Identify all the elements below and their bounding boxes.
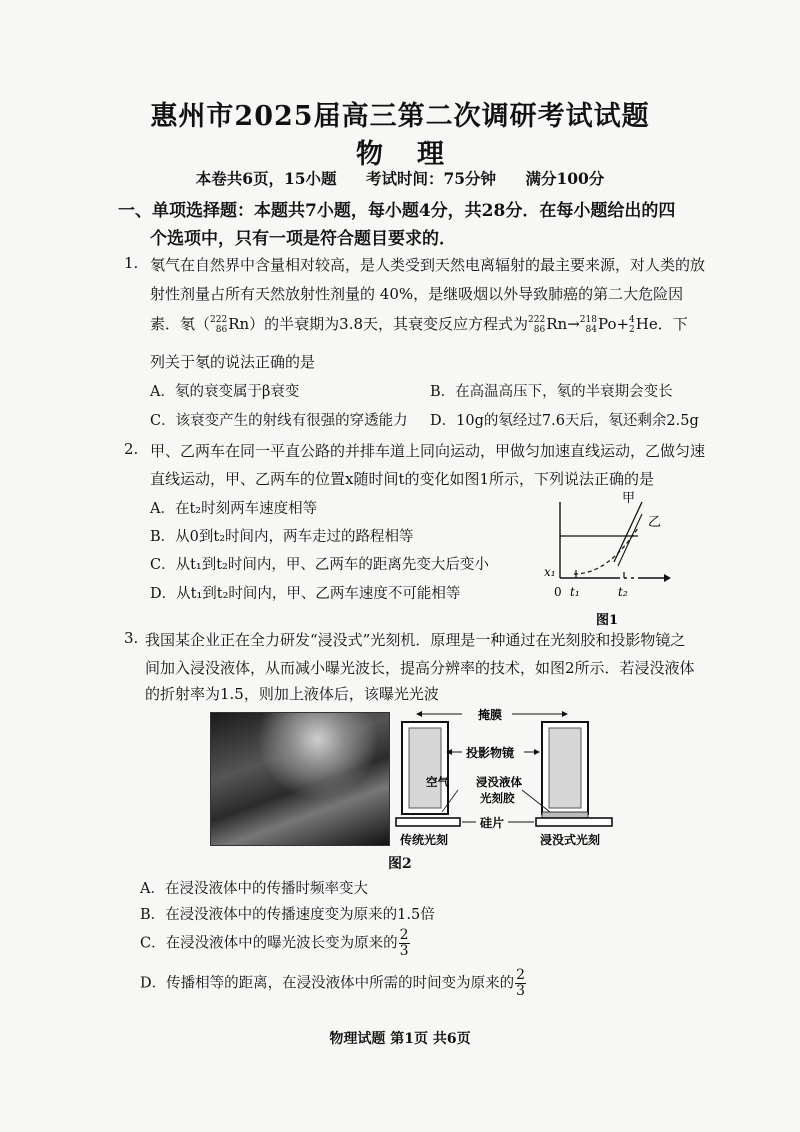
label-air: 空气 [426, 775, 449, 789]
q3-option-c-denominator: 3 [399, 943, 409, 959]
q1-option-d[interactable]: D．10g的氡经过7.6天后，氡还剩余2.5g [430, 413, 699, 429]
q3-option-d-denominator: 3 [516, 983, 526, 999]
q3-option-d-text: D．传播相等的距离，在浸没液体中所需的时间变为原来的 [140, 975, 515, 992]
q2-option-a[interactable]: A．在t₂时刻两车速度相等 [150, 501, 318, 517]
fig1-label-t2: t₂ [618, 585, 628, 599]
q1-option-b[interactable]: B．在高温高压下，氡的半衰期会变长 [430, 384, 673, 400]
label-immersion: 浸没式光刻 [540, 833, 601, 847]
exam-title: 惠州市2025届高三第二次调研考试试题 [150, 101, 650, 132]
po-mass: 218 [579, 315, 597, 325]
rn-mass: 222 [210, 315, 228, 325]
traditional-wafer [396, 818, 460, 826]
q3-line1: 我国某企业正在全力研发“浸没式”光刻机．原理是一种通过在光刻胶和投影物镜之 [145, 631, 686, 649]
figure-2-diagram [392, 700, 622, 852]
q1-option-c[interactable]: C．该衰变产生的射线有很强的穿透能力 [150, 413, 408, 429]
po-symbol: Po+ [597, 315, 630, 333]
he-symbol: He．下 [635, 315, 688, 333]
lithography-photo [210, 712, 390, 846]
q3-number: 3. [124, 629, 139, 647]
q2-option-b[interactable]: B．从0到t₂时间内，两车走过的路程相等 [150, 529, 414, 545]
fig1-label-t1: t₁ [570, 585, 580, 599]
q2-number: 2. [124, 440, 139, 458]
rn-symbol: Rn [228, 315, 250, 333]
q3-option-a[interactable]: A．在浸没液体中的传播时频率变大 [140, 881, 368, 897]
q2-option-d[interactable]: D．从t₁到t₂时间内，甲、乙两车速度不可能相等 [150, 586, 461, 602]
fig1-caption: 图1 [596, 613, 619, 628]
q1-line3-b: ）的半衰期为3.8天，其衰变反应方程式为 [249, 315, 529, 333]
fig1-label-x1: x₁ [544, 565, 556, 579]
rn-mass-2: 222 [528, 315, 546, 325]
q3-option-d[interactable] [140, 968, 527, 999]
q1-line4: 列关于氡的说法正确的是 [150, 353, 316, 371]
meta-time: 考试时间：75分钟 [365, 169, 497, 188]
q2-option-c[interactable]: C．从t₁到t₂时间内，甲、乙两车的距离先变大后变小 [150, 557, 489, 573]
q3-option-d-numerator: 2 [516, 967, 526, 983]
traditional-lens-inner [409, 728, 441, 808]
q2-line1: 甲、乙两车在同一平直公路的并排车道上同向运动，甲做匀加速直线运动，乙做匀速 [150, 442, 706, 460]
mask-arrowhead-right [562, 711, 568, 717]
fig1-label-jia: 甲 [622, 491, 636, 506]
q3-option-c-text: C．在浸没液体中的曝光波长变为原来的 [140, 935, 398, 952]
po-isotope [580, 315, 597, 335]
immersion-lens-inner [549, 728, 581, 808]
page-footer: 物理试题 第1页 共6页 [329, 1031, 471, 1047]
fig1-jia-line [614, 502, 642, 562]
label-traditional: 传统光刻 [400, 833, 449, 847]
rn-z-2: 86 [533, 325, 546, 335]
immersion-liquid-layer [542, 812, 588, 818]
fig1-label-yi: 乙 [648, 515, 662, 530]
label-mask: 掩膜 [478, 708, 503, 722]
meta-pages: 本卷共6页，15小题 [195, 169, 337, 188]
q3-line3: 的折射率为1.5，则加上液体后，该曝光光波 [145, 685, 439, 703]
immersion-wafer [536, 818, 612, 826]
q1-option-a[interactable]: A．氡的衰变属于β衰变 [150, 384, 300, 400]
fig1-yi-slant [618, 514, 642, 566]
q3-option-c[interactable] [140, 928, 411, 959]
q3-line2: 间加入浸没液体，从而减小曝光波长，提高分辨率的技术，如图2所示．若浸没液体 [145, 659, 695, 677]
exam-meta [0, 167, 800, 189]
q3-option-b[interactable]: B．在浸没液体中的传播速度变为原来的1.5倍 [140, 907, 435, 923]
reaction-arrow: → [567, 315, 580, 333]
meta-score: 满分100分 [525, 169, 605, 188]
mask-arrowhead-left [416, 711, 422, 717]
label-wafer: 硅片 [480, 816, 505, 830]
he-mass: 4 [629, 315, 635, 325]
label-resist: 光刻胶 [480, 791, 515, 805]
q3-option-c-numerator: 2 [399, 927, 409, 943]
he-z: 2 [629, 325, 635, 335]
lens-arrowhead-right [534, 749, 540, 755]
fig1-label-origin: 0 [554, 585, 562, 599]
rn-symbol-2: Rn [546, 315, 568, 333]
fig2-caption: 图2 [388, 856, 412, 872]
rn-z: 86 [215, 325, 228, 335]
fig1-t-arrow [664, 574, 671, 582]
q2-line2: 直线运动，甲、乙两车的位置x随时间t的变化如图1所示，下列说法正确的是 [150, 470, 655, 488]
q1-line2: 射性剂量占所有天然放射性剂量的 40%，是继吸烟以外导致肺癌的第二大危险因 [150, 285, 684, 303]
q1-line3 [150, 311, 688, 337]
exam-subject: 物理 [356, 139, 478, 170]
q1-number: 1. [124, 254, 139, 272]
figure-1-graph [538, 488, 678, 628]
q1-line3-a: 素．氡（ [150, 315, 211, 333]
section-heading-line1: 一、单项选择题：本题共7小题，每小题4分，共28分．在每小题给出的四 [118, 201, 676, 221]
section-heading-line2: 个选项中，只有一项是符合题目要求的． [150, 229, 456, 249]
label-liquid: 浸没液体 [476, 775, 522, 789]
label-lens: 投影物镜 [466, 746, 515, 760]
q3-option-c-fraction [399, 928, 410, 959]
fig1-jia-curve [574, 528, 638, 574]
q1-line1: 氡气在自然界中含量相对较高，是人类受到天然电离辐射的最主要来源，对人类的放 [150, 256, 706, 274]
rn-isotope [210, 315, 227, 335]
rn-isotope-2 [528, 315, 545, 335]
po-z: 84 [585, 325, 597, 335]
he-isotope [629, 315, 635, 335]
q3-option-d-fraction [515, 968, 526, 999]
